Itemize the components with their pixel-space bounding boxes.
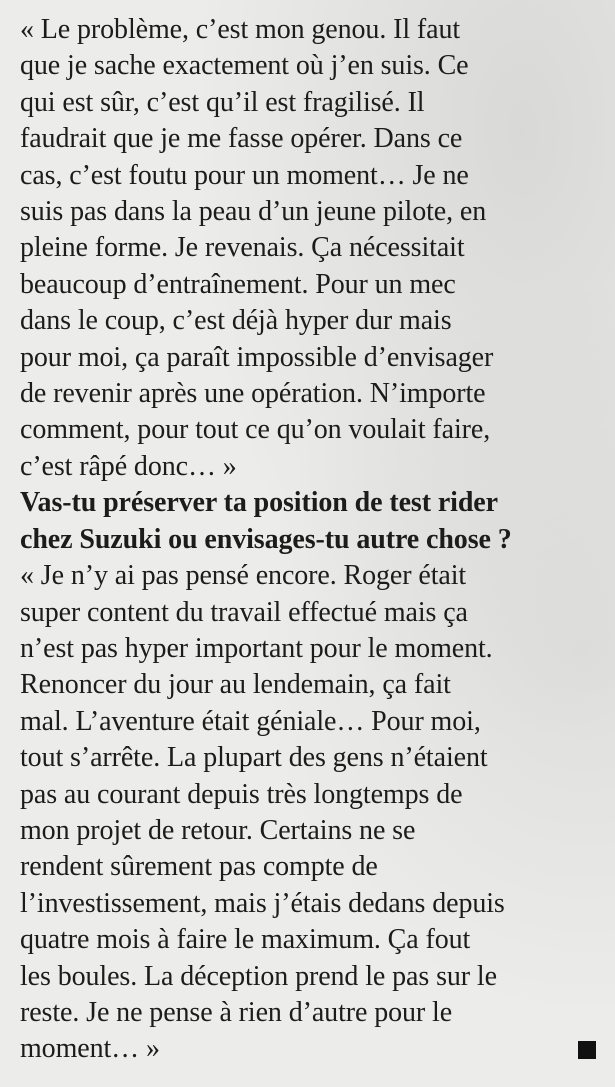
- text-line: Renoncer du jour au lendemain, ça fait: [20, 669, 451, 701]
- text-line: comment, pour tout ce qu’on voulait faire,: [20, 414, 491, 446]
- text-line: mal. L’aventure était géniale… Pour moi,: [20, 705, 481, 737]
- end-square-icon: [578, 1041, 596, 1059]
- text-line: « Je n’y ai pas pensé encore. Roger était: [20, 560, 467, 592]
- text-line: dans le coup, c’est déjà hyper dur mais: [20, 305, 452, 337]
- text-line: « Le problème, c’est mon genou. Il faut: [20, 14, 461, 45]
- text-line: qui est sûr, c’est qu’il est fragilisé. Il: [20, 86, 425, 118]
- text-line: mon projet de retour. Certains ne se: [20, 814, 416, 846]
- text-line: c’est râpé donc… »: [20, 450, 237, 482]
- text-line: cas, c’est foutu pour un moment… Je ne: [20, 159, 469, 191]
- text-line: pour moi, ça paraît impossible d’envisager: [20, 341, 494, 373]
- answer-paragraph-1: [20, 12, 610, 485]
- text-line: reste. Je ne pense à rien d’autre pour le: [20, 996, 453, 1028]
- interview-question: [20, 485, 610, 558]
- text-line: quatre mois à faire le maximum. Ça fout: [20, 924, 471, 956]
- final-text-line: moment… »: [20, 1033, 160, 1065]
- text-line: les boules. La déception prend le pas sur le: [20, 960, 497, 992]
- text-line: l’investissement, mais j’étais dedans depuis: [20, 887, 505, 919]
- text-line: que je sache exactement où j’en suis. Ce: [20, 50, 469, 82]
- text-line: faudrait que je me fasse opérer. Dans ce: [20, 123, 463, 155]
- question-line: chez Suzuki ou envisages-tu autre chose ?: [20, 523, 512, 555]
- answer-paragraph-2: [20, 558, 610, 1068]
- article-text: [20, 12, 610, 1068]
- text-line: n’est pas hyper important pour le moment.: [20, 632, 493, 664]
- text-line: pleine forme. Je revenais. Ça nécessitait: [20, 232, 465, 264]
- text-line: rendent sûrement pas compte de: [20, 851, 378, 883]
- text-line: super content du travail effectué mais ça: [20, 596, 468, 628]
- question-line: Vas-tu préserver ta position de test rider: [20, 487, 498, 519]
- text-line: pas au courant depuis très longtemps de: [20, 778, 463, 810]
- text-line: suis pas dans la peau d’un jeune pilote, en: [20, 196, 487, 228]
- text-line: de revenir après une opération. N’importe: [20, 378, 486, 410]
- text-line: beaucoup d’entraînement. Pour un mec: [20, 268, 456, 300]
- text-line: tout s’arrête. La plupart des gens n’étaient: [20, 742, 488, 774]
- final-line-row: [20, 1031, 600, 1067]
